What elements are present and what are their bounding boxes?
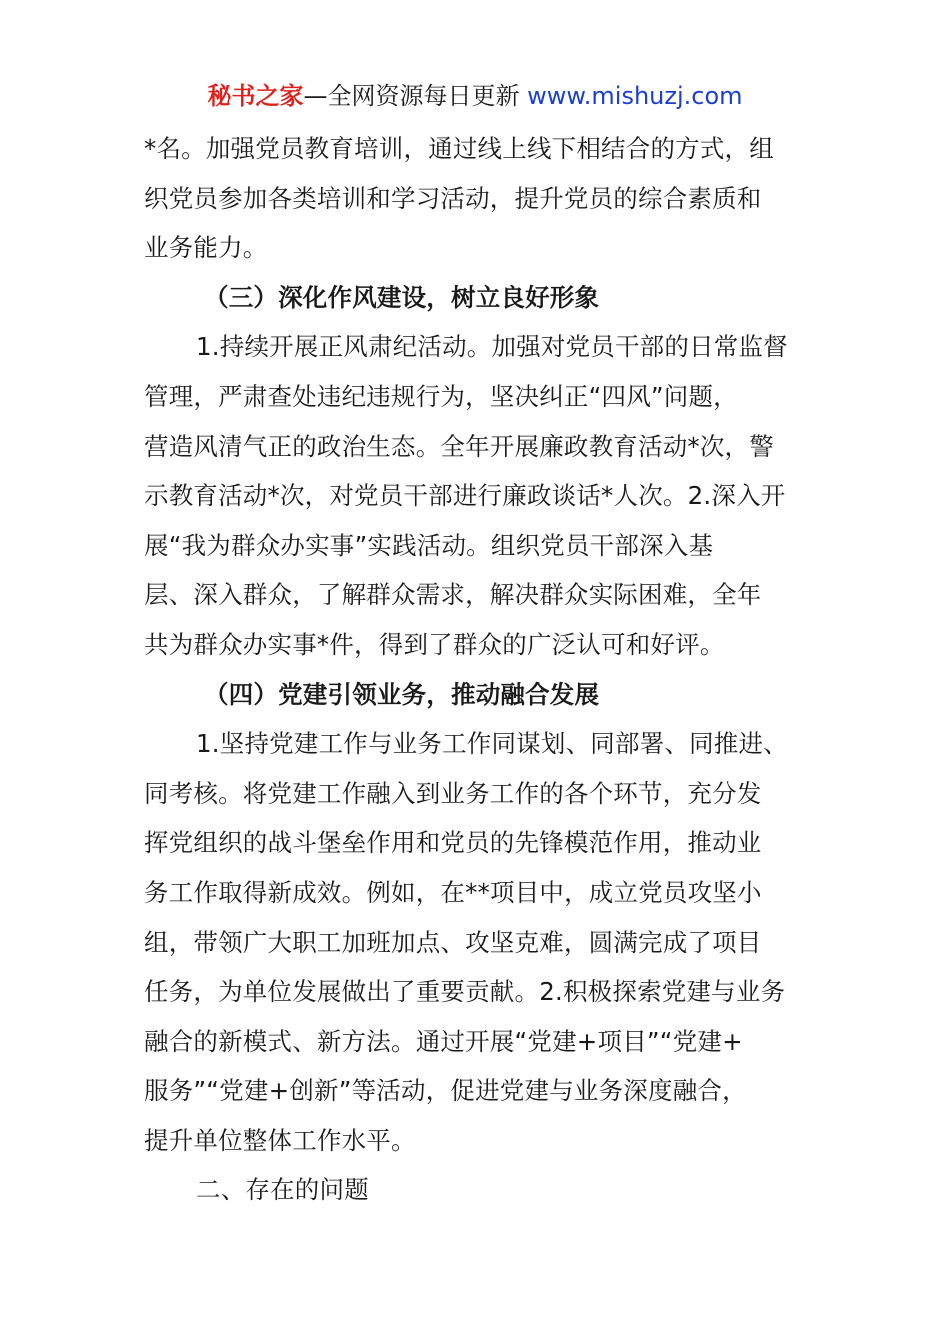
paragraph-line: 融合的新模式、新方法。通过开展“党建+项目”“党建+ (144, 1026, 743, 1056)
paragraph-line: 管理，严肃查处违纪违规行为，坚决纠正“四风”问题， (144, 381, 738, 411)
paragraph-line: 1.持续开展正风肃纪活动。加强对党员干部的日常监督 (196, 332, 788, 362)
section-heading: （三）深化作风建设，树立良好形象 (204, 282, 600, 312)
site-url[interactable]: www.mishuzj.com (527, 82, 743, 110)
document-body (144, 124, 808, 1215)
paragraph-line: 织党员参加各类培训和学习活动，提升党员的综合素质和 (144, 183, 762, 213)
paragraph-line: 务工作取得新成效。例如，在**项目中，成立党员攻坚小 (144, 877, 762, 907)
paragraph-line: 提升单位整体工作水平。 (144, 1125, 416, 1155)
site-header (0, 80, 950, 112)
brand-name: 秘书之家 (207, 82, 304, 110)
paragraph-line: 组，带领广大职工加班加点、攻坚克难，圆满完成了项目 (144, 927, 762, 957)
header-tagline: —全网资源每日更新 (303, 82, 528, 110)
paragraph-line: 挥党组织的战斗堡垒作用和党员的先锋模范作用，推动业 (144, 828, 762, 858)
chapter-heading: 二、存在的问题 (196, 1175, 369, 1205)
paragraph-line: 1.坚持党建工作与业务工作同谋划、同部署、同推进、 (196, 729, 788, 759)
paragraph-line: 营造风清气正的政治生态。全年开展廉政教育活动*次，警 (144, 431, 774, 461)
paragraph-line: 业务能力。 (144, 233, 268, 263)
paragraph-line: 任务，为单位发展做出了重要贡献。2.积极探索党建与业务 (144, 977, 786, 1007)
paragraph-line: 同考核。将党建工作融入到业务工作的各个环节，充分发 (144, 778, 762, 808)
paragraph-line: 展“我为群众办实事”实践活动。组织党员干部深入基 (144, 530, 714, 560)
paragraph-line: 示教育活动*次，对党员干部进行廉政谈话*人次。2.深入开 (144, 481, 786, 511)
paragraph-line: 共为群众办实事*件，得到了群众的广泛认可和好评。 (144, 629, 725, 659)
section-heading: （四）党建引领业务，推动融合发展 (204, 679, 600, 709)
paragraph-line: 层、深入群众，了解群众需求，解决群众实际困难，全年 (144, 580, 762, 610)
paragraph-line: *名。加强党员教育培训，通过线上线下相结合的方式，组 (144, 134, 774, 163)
paragraph-line: 服务”“党建+创新”等活动，促进党建与业务深度融合， (144, 1076, 747, 1106)
